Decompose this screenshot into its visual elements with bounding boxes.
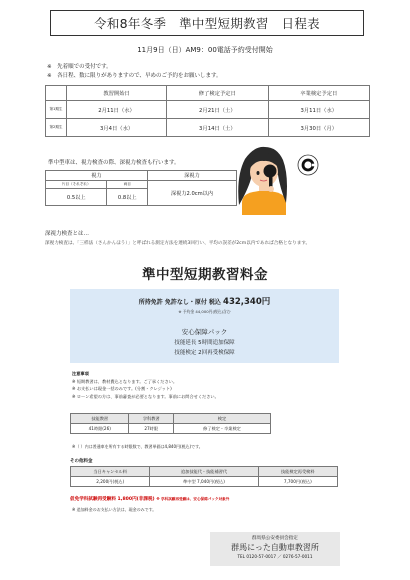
school-info <box>210 532 340 566</box>
note-item: ※ 先着順での受付です。 <box>47 64 112 70</box>
school-designation: 群馬県公安委員会指定 <box>252 536 298 541</box>
payment-note: ※ 追加料金のお支払い方法は、現金のみです。 <box>72 507 157 512</box>
fee-header: 技能検定再受検料 <box>258 467 337 477</box>
schedule-cell: 3月30日（月） <box>268 119 369 137</box>
price-line <box>70 295 339 307</box>
schedule-cell: 3月11日（水） <box>268 101 369 119</box>
fee-header: 当日キャンセル料 <box>71 467 150 477</box>
reservation-date: 11月9日（日）AM9：00電話予約受付開始 <box>137 46 273 54</box>
schedule-header: 教習開始日 <box>67 86 167 101</box>
notes <box>47 63 222 81</box>
schedule-cell: 第1期生 <box>46 101 67 119</box>
lesson-count-table <box>70 413 271 434</box>
price-note: ※ 予約金 44,000円(税込)含む <box>178 309 231 314</box>
fees-table <box>70 466 338 487</box>
lesson-header: 技能教習 <box>71 414 129 424</box>
notices-heading: 注意事項 <box>72 371 89 376</box>
vision-table <box>45 170 237 206</box>
depth-header: 深視力 <box>147 171 236 181</box>
retake-fee-sub: ※ 学科試験再受験は、安心保障パック対象外 <box>156 497 230 501</box>
schedule-header: 卒業検定予定日 <box>268 86 369 101</box>
vision-header: 視力 <box>46 171 148 181</box>
school-phone: TEL 0120-57-0017 ／ 0276-57-0011 <box>237 554 313 559</box>
page-title: 令和8年冬季 準中型短期教習 日程表 <box>50 10 364 36</box>
other-fees-heading: その他料金 <box>70 459 93 464</box>
notice-item: ※ ローン希望の方は、事前審査が必要となります。事前にお問合せください。 <box>72 393 219 399</box>
schedule-cell: 2月11日（水） <box>67 101 167 119</box>
pack-line: 技能検定 2回再受検保障 <box>174 350 235 356</box>
vision-value: 0.5以上 <box>46 189 107 206</box>
schedule-table <box>45 85 370 137</box>
fee-header: 追加技能代・技能補習代 <box>150 467 258 477</box>
table-row <box>46 119 370 137</box>
schedule-cell: 第2期生 <box>46 119 67 137</box>
pack-line: 技能延長 5時間追加保障 <box>174 340 235 346</box>
depth-description: 深視力検査は、「三桿法（さんかんほう）」と呼ばれる測定方法を連続3回行い、平均の誤差が2cm以内であれば合格となります。 <box>45 241 311 246</box>
schedule-header: 修了検定予定日 <box>167 86 268 101</box>
pack-title: 安心保障パック <box>181 328 228 336</box>
note-item: ※ 各日程、数に限りがありますので、早めのご予約をお願いします。 <box>47 73 222 79</box>
price-amount: 432,340円 <box>223 297 271 307</box>
schedule-cell: 2月21日（土） <box>167 101 268 119</box>
schedule-cell: 3月14日（土） <box>167 119 268 137</box>
table-row <box>71 424 271 434</box>
woman-figure <box>238 147 287 215</box>
fee-cell: 準中型 7,040円(税込) <box>150 477 258 487</box>
table-row <box>71 477 338 487</box>
notices <box>72 370 219 400</box>
depth-title: 深視力検査とは… <box>45 231 90 237</box>
vision-value: 0.8以上 <box>107 189 148 206</box>
vision-note: 準中型車は、視力検査の際、深視力検査も行います。 <box>48 160 180 166</box>
lesson-cell: 27時限 <box>129 424 174 434</box>
schedule-header <box>46 86 67 101</box>
vision-subheader: 片目（それぞれ） <box>46 181 107 189</box>
landolt-c-icon <box>298 155 318 175</box>
fee-cell: 7,700円(税込) <box>258 477 337 487</box>
price-box <box>70 289 339 321</box>
depth-value: 深視力2.0cm以内 <box>147 181 236 206</box>
pack-box <box>70 321 339 363</box>
lesson-cell: 41時限(26) <box>71 424 129 434</box>
school-name: 群馬にった自動車教習所 <box>231 543 319 552</box>
eye-test-illustration <box>232 143 324 215</box>
lesson-header: 検定 <box>173 414 270 424</box>
fee-title: 準中型短期教習料金 <box>142 267 268 283</box>
lesson-header: 学科教習 <box>129 414 174 424</box>
lesson-cell: 修了検定・卒業検定 <box>173 424 270 434</box>
lesson-note: ※（ ）内は普通車を所有する時限数で、教習単価は4,840円(税込)です。 <box>72 444 203 449</box>
table-row <box>46 101 370 119</box>
retake-fee-main: 仮免学科試験再受験料 1,800円(非課税) <box>70 497 155 502</box>
notice-item: ※ 短期教習は、教材費込となります。ご了承ください。 <box>72 378 178 384</box>
notice-item: ※ お支払いは現金一括のみです。(分割・クレジット) <box>72 386 172 391</box>
fee-cell: 2,200円(税込) <box>71 477 150 487</box>
price-label: 所持免許 免許なし・原付 税込 <box>138 299 224 306</box>
retake-fee <box>70 496 229 502</box>
vision-subheader: 両目 <box>107 181 148 189</box>
schedule-cell: 3月4日（水） <box>67 119 167 137</box>
